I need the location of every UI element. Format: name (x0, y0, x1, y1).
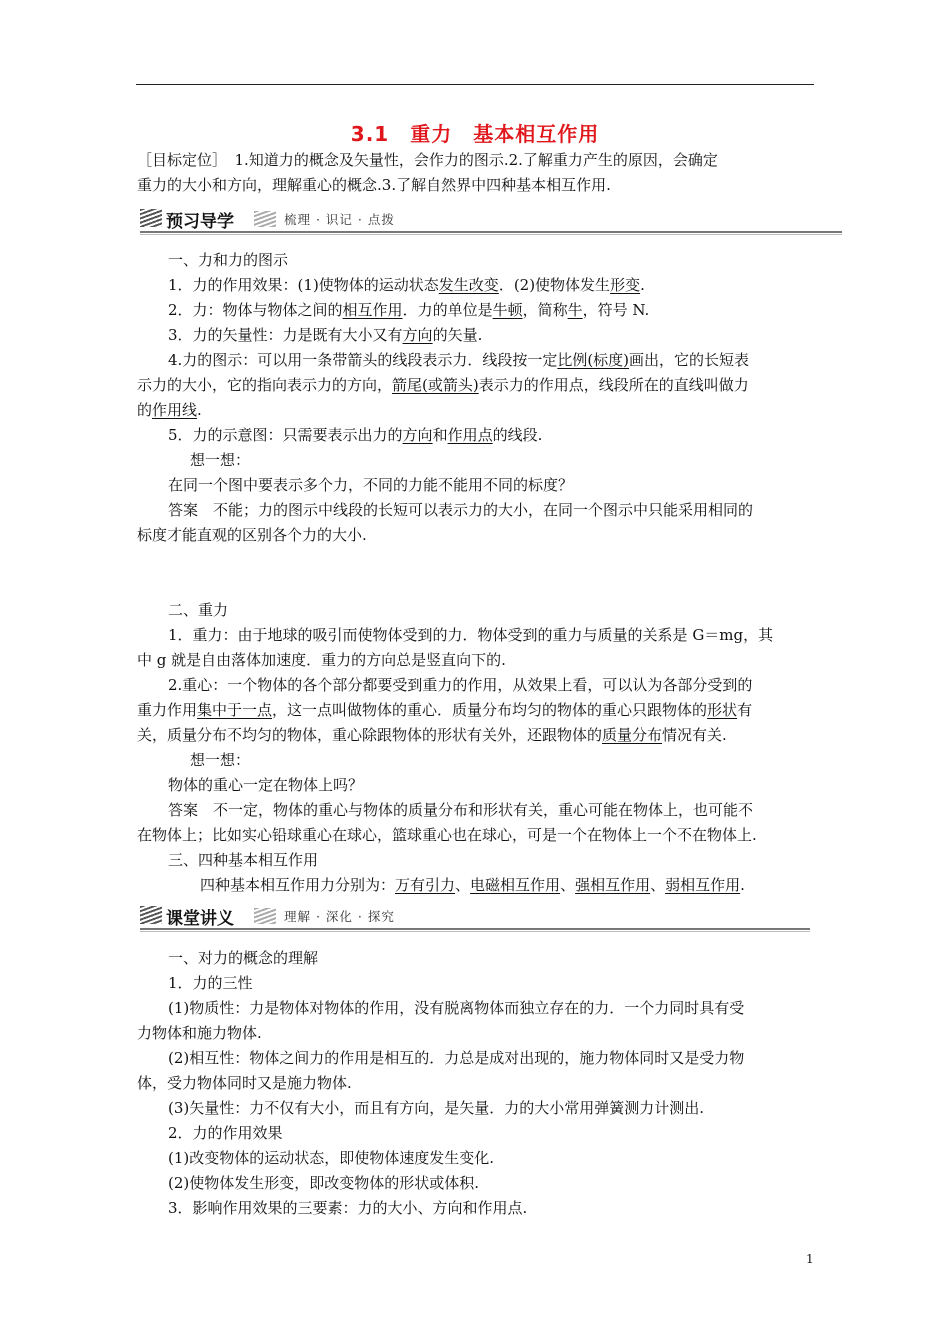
answer-blank: 集中于一点 (197, 701, 273, 719)
s3-line (200, 873, 880, 898)
text: 表示力的作用点，线段所在的直线叫做力 (478, 376, 749, 394)
banner-label: 预习导学 (166, 212, 234, 232)
answer-blank: 牛顿 (492, 301, 523, 319)
s2-p1-line2: 中 g 就是自由落体加速度．重力的方向总是竖直向下的. (137, 651, 506, 669)
text: 和 (432, 426, 448, 444)
banner-underline-thin (140, 234, 842, 235)
s4-e1: (1)改变物体的运动状态，即使物体速度发生变化. (168, 1149, 495, 1167)
s4-h2: 2．力的作用效果 (168, 1124, 283, 1142)
s2-p2-line1: 2.重心：一个物体的各个部分都要受到重力的作用，从效果上看，可以认为各部分受到的 (168, 676, 753, 694)
page-title: 3.1 重力 基本相互作用 (350, 122, 600, 146)
answer-blank: 形变 (610, 276, 641, 294)
answer-blank: 万有引力 (395, 876, 456, 894)
s1-p2 (168, 298, 848, 323)
text: 1．力的作用效果：(1)使物体的运动状态 (168, 276, 439, 294)
banner-underline (140, 231, 842, 233)
text: 的矢量. (432, 326, 483, 344)
s4-h1: 1．力的三性 (168, 974, 253, 992)
text: 情况有关. (662, 726, 727, 744)
answer-blank: 电磁相互作用 (470, 876, 561, 894)
text: 、 (560, 876, 576, 894)
text: 画出，它的长短表 (629, 351, 750, 369)
text: 重力作用 (137, 701, 198, 719)
s2-question: 物体的重心一定在物体上吗？ (168, 776, 364, 794)
text: 4.力的图示：可以用一条带箭头的线段表示力．线段按一定 (168, 351, 558, 369)
s1-answer-2: 标度才能直观的区别各个力的大小. (137, 526, 367, 544)
text: 3．力的矢量性：力是既有大小又有 (168, 326, 403, 344)
banner-underline (140, 928, 810, 930)
answer-blank: 强相互作用 (575, 876, 651, 894)
s4-h3: 3．影响作用效果的三要素：力的大小、方向和作用点. (168, 1199, 528, 1217)
answer-blank: 相互作用 (342, 301, 403, 319)
answer-blank: 作用点 (447, 426, 493, 444)
answer-blank: 比例(标度) (557, 351, 630, 369)
answer-blank: 作用线 (152, 401, 198, 419)
text: . (640, 276, 645, 294)
s2-think: 想一想： (190, 751, 251, 769)
s4-e2: (2)使物体发生形变，即改变物体的形状或体积. (168, 1174, 480, 1192)
s4-m2-line2: 体，受力物体同时又是施力物体. (137, 1074, 352, 1092)
s1-p3 (168, 323, 848, 348)
goal-line-2: 重力的大小和方向，理解重心的概念.3.了解自然界中四种基本相互作用. (137, 176, 611, 194)
text: 有 (737, 701, 753, 719)
banner-underline-thin (140, 931, 810, 932)
banner-wedge-icon (254, 211, 276, 227)
s1-answer-1: 答案 不能；力的图示中线段的长短可以表示力的大小，在同一个图示中只能采用相同的 (168, 501, 754, 519)
text: 的 (137, 401, 153, 419)
header-rule (136, 84, 814, 85)
answer-blank: 形状 (707, 701, 738, 719)
s1-think: 想一想： (190, 451, 251, 469)
text: . (740, 876, 745, 894)
s2-p2-line3 (137, 723, 817, 748)
banner-subtitle: 梳理 · 识记 · 点拨 (284, 212, 395, 227)
answer-blank: 方向 (402, 326, 433, 344)
text: ．力的单位是 (402, 301, 493, 319)
text: 关，质量分布不均匀的物体，重心除跟物体的形状有关外，还跟物体的 (137, 726, 603, 744)
s2-heading: 二、重力 (168, 601, 229, 619)
answer-blank: 发生改变 (438, 276, 499, 294)
text: 的线段. (492, 426, 543, 444)
s4-m1-line1: (1)物质性：力是物体对物体的作用，没有脱离物体而独立存在的力．一个力同时具有受 (168, 999, 745, 1017)
s3-heading: 三、四种基本相互作用 (168, 851, 319, 869)
section-banner-preview (140, 205, 842, 235)
s2-p2-line2 (137, 698, 817, 723)
s1-question: 在同一个图中要表示多个力，不同的力能不能用不同的标度？ (168, 476, 574, 494)
text: 、 (650, 876, 666, 894)
page-number: 1 (806, 1252, 814, 1266)
answer-blank: 质量分布 (602, 726, 663, 744)
s1-p4-line2 (137, 373, 817, 398)
text: 2．力：物体与物体之间的 (168, 301, 343, 319)
s2-answer-1: 答案 不一定，物体的重心与物体的质量分布和形状有关，重心可能在物体上，也可能不 (168, 801, 754, 819)
text: ．(2)使物体发生 (498, 276, 611, 294)
text: ，符号 N. (582, 301, 650, 319)
section-banner-lecture (140, 902, 810, 932)
text: 、 (455, 876, 471, 894)
text: 5．力的示意图：只需要表示出力的 (168, 426, 403, 444)
s2-p1-line1: 1．重力：由于地球的吸引而使物体受到的力．物体受到的重力与质量的关系是 G＝mg，其 (168, 626, 774, 644)
s4-m1-line2: 力物体和施力物体. (137, 1024, 262, 1042)
s4-m3: (3)矢量性：力不仅有大小，而且有方向，是矢量．力的大小常用弹簧测力计测出. (168, 1099, 705, 1117)
s4-heading: 一、对力的概念的理解 (168, 949, 319, 967)
s1-p4-line1 (168, 348, 848, 373)
banner-stripe-icon (140, 906, 162, 924)
text: ，这一点叫做物体的重心．质量分布均匀的物体的重心只跟物体的 (272, 701, 708, 719)
s1-p1 (168, 273, 848, 298)
text: ，简称 (522, 301, 568, 319)
s1-heading: 一、力和力的图示 (168, 251, 289, 269)
banner-stripe-icon (140, 209, 162, 227)
text: . (197, 401, 202, 419)
s1-p4-line3 (137, 398, 817, 423)
text: 示力的大小，它的指向表示力的方向， (137, 376, 393, 394)
answer-blank: 牛 (567, 301, 583, 319)
s1-p5 (168, 423, 848, 448)
banner-wedge-icon (254, 908, 276, 924)
answer-blank: 方向 (402, 426, 433, 444)
text: 四种基本相互作用力分别为： (200, 876, 396, 894)
answer-blank: 弱相互作用 (665, 876, 741, 894)
banner-label: 课堂讲义 (166, 909, 234, 929)
s4-m2-line1: (2)相互性：物体之间力的作用是相互的．力总是成对出现的，施力物体同时又是受力物 (168, 1049, 745, 1067)
goal-line-1: ［目标定位］ 1.知道力的概念及矢量性，会作力的图示.2.了解重力产生的原因，会确定 (137, 151, 718, 169)
banner-subtitle: 理解 · 深化 · 探究 (284, 909, 395, 924)
s2-answer-2: 在物体上；比如实心铅球重心在球心，篮球重心也在球心，可是一个在物体上一个不在物体上. (137, 826, 757, 844)
answer-blank: 箭尾(或箭头) (392, 376, 479, 394)
